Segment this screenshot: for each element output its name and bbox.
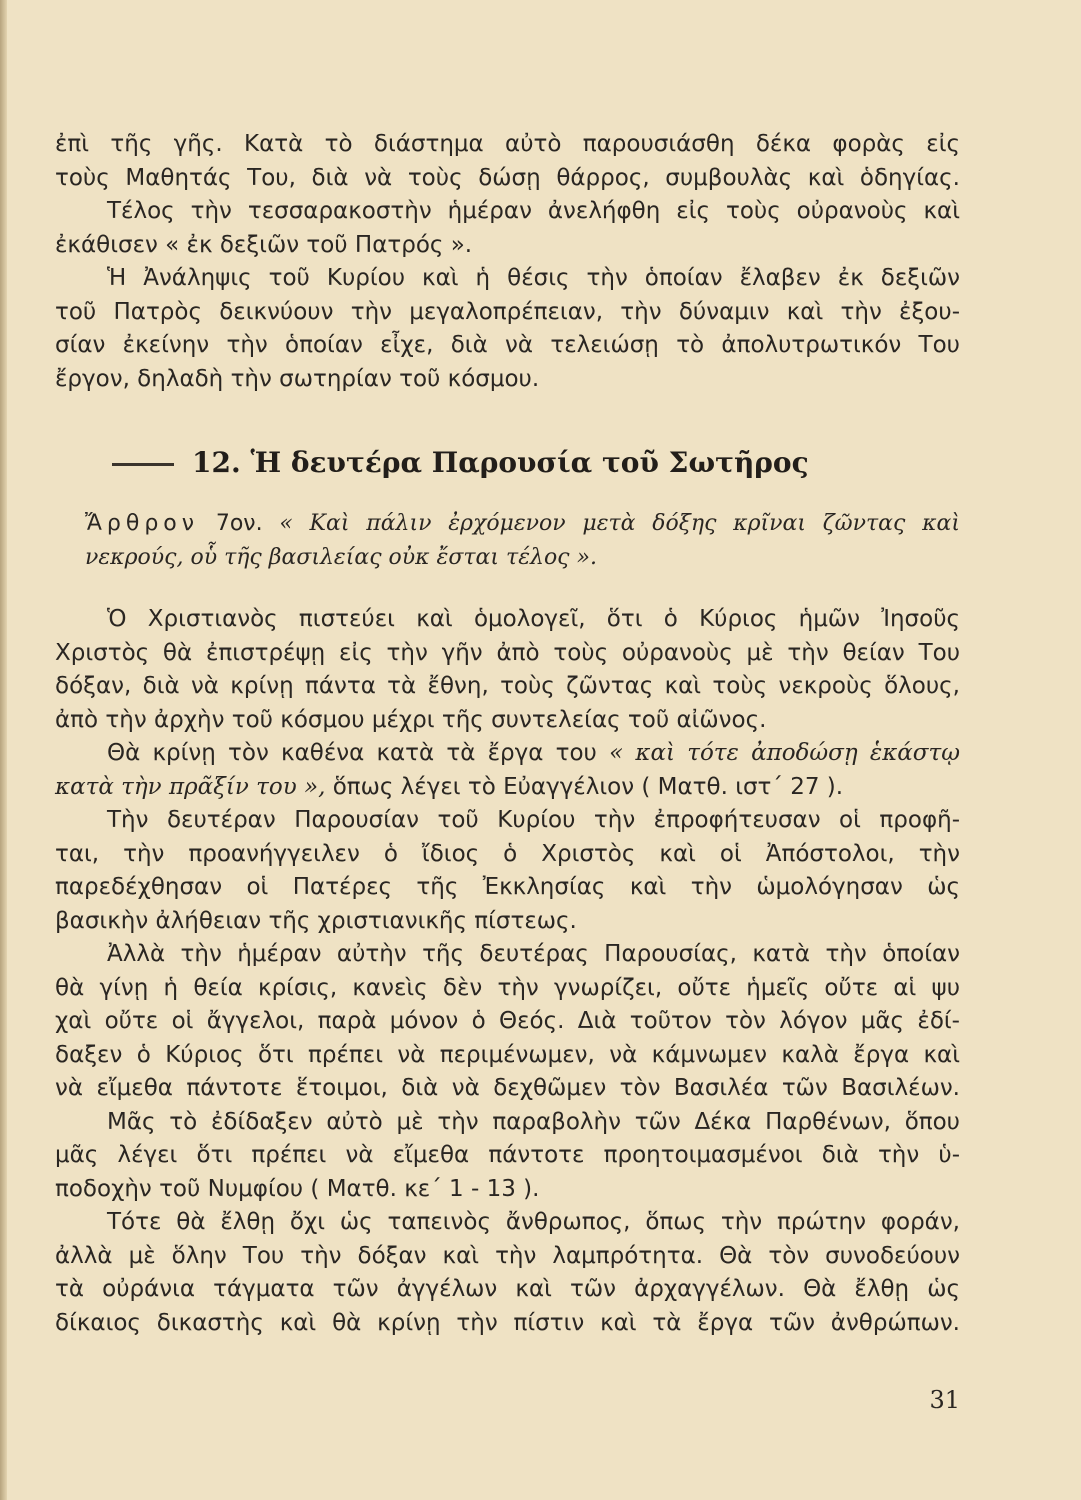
page-binding-edge	[0, 0, 7, 1500]
text-line: Τὴν δευτέραν Παρουσίαν τοῦ Κυρίου τὴν ἐπροφήτευσαν οἱ προφῆ-	[107, 807, 960, 833]
text-line: μᾶς λέγει ὅτι πρέπει νὰ εἴμεθα πάντοτε προητοιμασμένοι διὰ τὴν ὑ-	[55, 1142, 960, 1168]
text-line: σίαν ἐκείνην τὴν ὁποίαν εἶχε, διὰ νὰ τελειώσῃ τὸ ἀπολυτρωτικόν Του	[55, 332, 960, 358]
creed-article	[85, 507, 960, 575]
judge-quote: « καὶ τότε ἀποδώσῃ ἑκάστῳ	[609, 740, 960, 766]
article-quote-line: νεκρούς, οὗ τῆς βασιλείας οὐκ ἔσται τέλος ».	[85, 545, 597, 570]
text-line: παρεδέχθησαν οἱ Πατέρες τῆς Ἐκκλησίας καὶ τὴν ὡμολόγησαν ὡς	[55, 874, 960, 900]
text-line: ἔργον, δηλαδὴ τὴν σωτηρίαν τοῦ κόσμου.	[55, 365, 540, 392]
text-line: ἐκάθισεν « ἐκ δεξιῶν τοῦ Πατρός ».	[55, 231, 473, 258]
text-line: νὰ εἴμεθα πάντοτε ἕτοιμοι, διὰ νὰ δεχθῶμεν τὸν Βασιλέα τῶν Βασιλέων.	[55, 1075, 960, 1101]
article-quote: « Καὶ πάλιν ἐρχόμενον μετὰ δόξης κρῖναι ζῶντας καὶ	[279, 511, 961, 536]
heading-dash	[112, 463, 174, 466]
text-line: θὰ γίνῃ ἡ θεία κρίσις, κανεὶς δὲν τὴν γνωρίζει, οὔτε ἡμεῖς οὔτε αἱ ψυ	[55, 974, 960, 1001]
text-line: Ὁ Χριστιανὸς πιστεύει καὶ ὁμολογεῖ, ὅτι ὁ Κύριος ἡμῶν Ἰησοῦς	[107, 606, 960, 632]
section-title: 12. Ἡ δευτέρα Παρουσία τοῦ Σωτῆρος	[192, 445, 809, 479]
judge-citation: ὅπως λέγει τὸ Εὐαγγέλιον ( Ματθ. ιστ΄ 27 ).	[332, 773, 844, 800]
ascension-paragraphs	[55, 128, 960, 396]
text-line	[55, 737, 960, 771]
text-line: τοῦ Πατρὸς δεικνύουν τὴν μεγαλοπρέπειαν, τὴν δύναμιν καὶ τὴν ἐξου-	[55, 298, 960, 325]
text-line: ἐπὶ τῆς γῆς. Κατὰ τὸ διάστημα αὐτὸ παρουσιάσθη δέκα φορὰς εἰς	[55, 131, 960, 157]
text-line: δόξαν, διὰ νὰ κρίνῃ πάντα τὰ ἔθνη, τοὺς ζῶντας καὶ τοὺς νεκροὺς ὅλους,	[55, 673, 960, 699]
text-line: Ἡ Ἀνάληψις τοῦ Κυρίου καὶ ἡ θέσις τὴν ὁποίαν ἔλαβεν ἐκ δεξιῶν	[107, 265, 960, 291]
text-line: ται, τὴν προανήγγειλεν ὁ ἴδιος ὁ Χριστὸς καὶ οἱ Ἀπόστολοι, τὴν	[55, 840, 960, 867]
page-number: 31	[929, 1386, 960, 1414]
text-line: ποδοχὴν τοῦ Νυμφίου ( Ματθ. κε΄ 1 - 13 ).	[55, 1175, 540, 1202]
text-line: Χριστὸς θὰ ἐπιστρέψῃ εἰς τὴν γῆν ἀπὸ τοὺς οὐρανοὺς μὲ τὴν θείαν Του	[55, 639, 960, 666]
text-line: ἀλλὰ μὲ ὅλην Του τὴν δόξαν καὶ τὴν λαμπρότητα. Θὰ τὸν συνοδεύουν	[55, 1242, 960, 1269]
text-line: Τέλος τὴν τεσσαρακοστὴν ἡμέραν ἀνελήφθη εἰς τοὺς οὐρανοὺς καὶ	[107, 198, 960, 224]
text-line: Μᾶς τὸ ἐδίδαξεν αὐτὸ μὲ τὴν παραβολὴν τῶν Δέκα Παρθένων, ὅπου	[107, 1108, 960, 1135]
text-line: δίκαιος δικαστὴς καὶ θὰ κρίνῃ τὴν πίστιν καὶ τὰ ἔργα τῶν ἀνθρώπων.	[55, 1309, 960, 1336]
article-number: 7ον.	[215, 511, 263, 536]
article-line	[85, 507, 960, 541]
judge-quote-end: κατὰ τὴν πρᾶξίν του »,	[55, 773, 326, 800]
section-heading	[112, 442, 842, 482]
second-coming-paragraphs	[55, 603, 960, 1340]
text-line: Ἀλλὰ τὴν ἡμέραν αὐτὴν τῆς δευτέρας Παρουσίας, κατὰ τὴν ὁποίαν	[107, 941, 960, 967]
text-line: Τότε θὰ ἔλθῃ ὄχι ὡς ταπεινὸς ἄνθρωπος, ὅπως τὴν πρώτην φοράν,	[107, 1209, 960, 1235]
text-line: τὰ οὐράνια τάγματα τῶν ἀγγέλων καὶ τῶν ἀρχαγγέλων. Θὰ ἔλθῃ ὡς	[55, 1276, 960, 1302]
article-label: Ἄρθρον	[85, 511, 200, 536]
text-line: τοὺς Μαθητάς Του, διὰ νὰ τοὺς δώσῃ θάρρος, συμβουλὰς καὶ ὁδηγίας.	[55, 164, 960, 191]
judge-text: Θὰ κρίνῃ τὸν καθένα κατὰ τὰ ἔργα του	[107, 740, 597, 766]
text-line: ἀπὸ τὴν ἀρχὴν τοῦ κόσμου μέχρι τῆς συντελείας τοῦ αἰῶνος.	[55, 706, 767, 733]
text-line: βασικὴν ἀλήθειαν τῆς χριστιανικῆς πίστεως.	[55, 907, 577, 934]
text-line: δαξεν ὁ Κύριος ὅτι πρέπει νὰ περιμένωμεν, νὰ κάμνωμεν καλὰ ἔργα καὶ	[55, 1041, 960, 1068]
text-line: χαὶ οὔτε οἱ ἄγγελοι, παρὰ μόνον ὁ Θεός. Διὰ τοῦτον τὸν λόγον μᾶς ἐδί-	[55, 1008, 960, 1034]
text-line	[55, 771, 960, 805]
